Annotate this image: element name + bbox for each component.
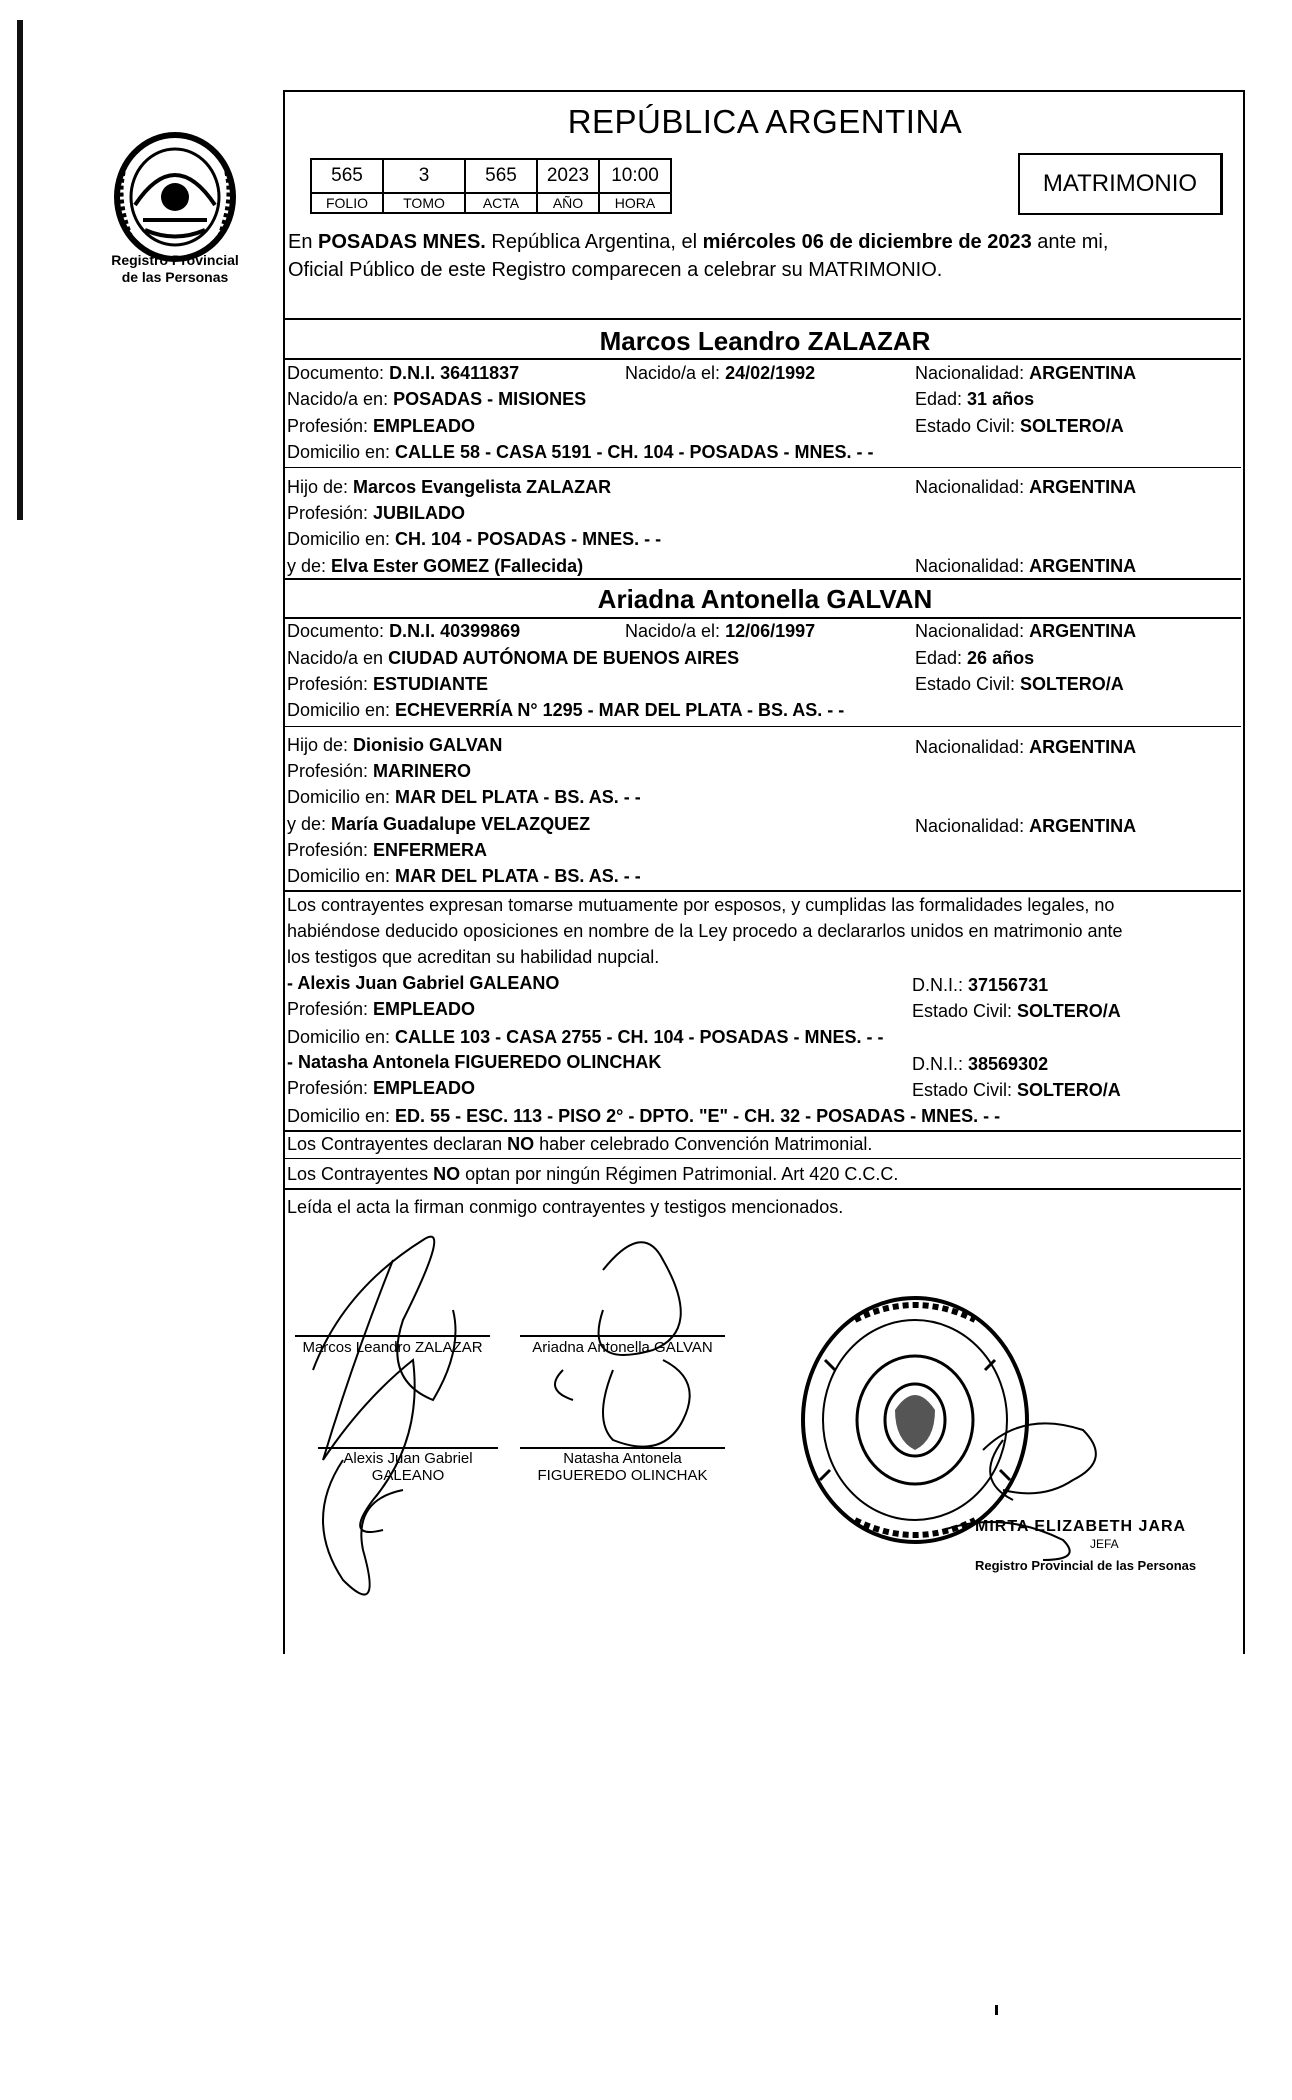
label: Nacido/a en xyxy=(287,648,389,668)
label: Profesión: xyxy=(287,999,374,1019)
label: Edad: xyxy=(915,389,968,409)
spouse2-father-nat-value: ARGENTINA xyxy=(1029,737,1137,757)
spouse1-age-value: 31 años xyxy=(967,389,1035,409)
spouse1-age xyxy=(915,389,1034,410)
tomo-value: 3 xyxy=(383,159,465,193)
official-name: MIRTA ELIZABETH JARA xyxy=(975,1518,1187,1535)
spouse2-mother-addr xyxy=(287,866,1237,887)
label: Nacionalidad: xyxy=(915,816,1030,836)
witness2-addr-value: ED. 55 - ESC. 113 - PISO 2° - DPTO. "E" - CH. 32 - POSADAS - MNES. - - xyxy=(395,1106,1001,1126)
label: D.N.I.: xyxy=(912,1054,969,1074)
document-title: REPÚBLICA ARGENTINA xyxy=(567,103,963,140)
note-text: Los Contrayentes declaran xyxy=(287,1134,508,1154)
spouse2-addr xyxy=(287,700,1237,721)
label: Domicilio en: xyxy=(287,1106,396,1126)
spouse2-age xyxy=(915,648,1034,669)
spouse2-born xyxy=(625,621,815,642)
convention-note xyxy=(287,1134,1237,1155)
divider xyxy=(283,467,1241,468)
label: Profesión: xyxy=(287,1078,374,1098)
spouse2-born-date: 12/06/1997 xyxy=(725,621,816,641)
spouse1-civil-value: SOLTERO/A xyxy=(1020,416,1124,436)
spouse2-birthplace xyxy=(287,648,1237,669)
witness1-addr xyxy=(287,1027,1237,1048)
registry-caption xyxy=(95,252,255,286)
reading-note: Leída el acta la firman conmigo contrayentes y testigos mencionados. xyxy=(287,1197,844,1217)
note-text: optan por ningún Régimen Patrimonial. Art 420 C.C.C. xyxy=(460,1164,899,1184)
divider xyxy=(283,617,1241,619)
spouse2-mother-name: María Guadalupe VELAZQUEZ xyxy=(331,814,591,834)
spouse1-born xyxy=(625,363,815,384)
spouse2-nat xyxy=(915,621,1136,642)
spouse2-name: Ariadna Antonella GALVAN xyxy=(597,584,933,614)
note-emphasis: NO xyxy=(433,1164,461,1184)
label: Estado Civil: xyxy=(912,1080,1018,1100)
spouse2-father-addr xyxy=(287,787,1237,808)
spouse1-civil xyxy=(915,416,1124,437)
label: Nacido/a el: xyxy=(625,363,726,383)
witness2-prof-value: EMPLEADO xyxy=(373,1078,476,1098)
witness1-dni xyxy=(912,975,1048,996)
witness2-dni-value: 38569302 xyxy=(968,1054,1049,1074)
label: Hijo de: xyxy=(287,477,354,497)
label: Estado Civil: xyxy=(912,1001,1018,1021)
spouse1-birthplace-value: POSADAS - MISIONES xyxy=(393,389,587,409)
divider xyxy=(283,578,1241,580)
label: Estado Civil: xyxy=(915,416,1021,436)
witness2-name xyxy=(287,1052,1237,1073)
label: Profesión: xyxy=(287,674,374,694)
label: Domicilio en: xyxy=(287,1027,396,1047)
spouse2-civil xyxy=(915,674,1124,695)
signature-name-spouse1: Marcos Leandro ZALAZAR xyxy=(302,1339,483,1356)
label: Domicilio en: xyxy=(287,700,396,720)
registry-caption-line2: de las Personas xyxy=(121,269,229,285)
spouse1-father-name: Marcos Evangelista ZALAZAR xyxy=(353,477,612,497)
spouse2-prof-value: ESTUDIANTE xyxy=(373,674,489,694)
label: y de: xyxy=(287,556,332,576)
hour-label: HORA xyxy=(599,193,671,213)
spouse1-father-nat xyxy=(915,477,1136,498)
intro-text: En xyxy=(288,231,319,253)
official-role: JEFA xyxy=(1090,1537,1119,1551)
witness2-civil-value: SOLTERO/A xyxy=(1017,1080,1121,1100)
year-value: 2023 xyxy=(537,159,599,193)
spouse2-mother-nat-value: ARGENTINA xyxy=(1029,816,1137,836)
scan-mark xyxy=(995,2005,998,2015)
year-label: AÑO xyxy=(537,193,599,213)
acta-value: 565 xyxy=(465,159,537,193)
spouse2-father-nat xyxy=(915,737,1136,758)
registry-table xyxy=(310,158,672,214)
witness1-addr-value: CALLE 103 - CASA 2755 - CH. 104 - POSADAS - MNES. - - xyxy=(395,1027,884,1047)
witness1-civil xyxy=(912,1001,1121,1022)
divider xyxy=(283,1158,1241,1159)
spouse2-age-value: 26 años xyxy=(967,648,1035,668)
declaration-line: habiéndose deducido oposiciones en nombre de la Ley procedo a declararlos unidos en matrimonio ante xyxy=(287,921,1123,941)
intro-place: POSADAS MNES. xyxy=(318,231,486,253)
note-text: Los Contrayentes xyxy=(287,1164,434,1184)
label: Nacionalidad: xyxy=(915,477,1030,497)
signature-scribbles xyxy=(283,1200,1243,1660)
divider xyxy=(283,1188,1241,1190)
witness2-civil xyxy=(912,1080,1121,1101)
label: Nacionalidad: xyxy=(915,737,1030,757)
spouse2-nat-value: ARGENTINA xyxy=(1029,621,1137,641)
folio-label: FOLIO xyxy=(311,193,383,213)
intro-paragraph xyxy=(288,228,1238,284)
spouse2-mother-prof-value: ENFERMERA xyxy=(373,840,488,860)
label: Documento: xyxy=(287,363,390,383)
official-seal-stamp xyxy=(795,1290,1035,1550)
divider xyxy=(283,318,1241,320)
spouse1-nat xyxy=(915,363,1136,384)
divider xyxy=(283,726,1241,727)
divider xyxy=(283,1130,1241,1132)
signature-name-spouse2: Ariadna Antonella GALVAN xyxy=(532,1339,713,1356)
label: Documento: xyxy=(287,621,390,641)
hour-value: 10:00 xyxy=(599,159,671,193)
witness1-civil-value: SOLTERO/A xyxy=(1017,1001,1121,1021)
declaration-line: Los contrayentes expresan tomarse mutuamente por esposos, y cumplidas las formalidades legales, no xyxy=(287,895,1115,915)
divider xyxy=(283,358,1241,360)
label: Profesión: xyxy=(287,840,374,860)
label: Profesión: xyxy=(287,503,374,523)
signature-line xyxy=(295,1335,490,1337)
sig-line2: GALEANO xyxy=(371,1467,445,1484)
spouse2-father-addr-value: MAR DEL PLATA - BS. AS. - - xyxy=(395,787,641,807)
spouse1-prof-value: EMPLEADO xyxy=(373,416,476,436)
spouse2-mother-addr-value: MAR DEL PLATA - BS. AS. - - xyxy=(395,866,641,886)
spouse1-mother-nat-value: ARGENTINA xyxy=(1029,556,1137,576)
intro-date: miércoles 06 de diciembre de 2023 xyxy=(702,231,1032,253)
spouse2-civil-value: SOLTERO/A xyxy=(1020,674,1124,694)
note-emphasis: NO xyxy=(507,1134,535,1154)
witness1-dni-value: 37156731 xyxy=(968,975,1049,995)
spouse1-father-prof-value: JUBILADO xyxy=(373,503,466,523)
spouse1-addr-value: CALLE 58 - CASA 5191 - CH. 104 - POSADAS - MNES. - - xyxy=(395,442,874,462)
spouse2-father-name: Dionisio GALVAN xyxy=(353,735,503,755)
spouse2-mother-nat xyxy=(915,816,1136,837)
acta-label: ACTA xyxy=(465,193,537,213)
witness2-dni xyxy=(912,1054,1048,1075)
label: Domicilio en: xyxy=(287,529,396,549)
intro-text: ante mi, xyxy=(1031,231,1109,253)
label: y de: xyxy=(287,814,332,834)
label: Estado Civil: xyxy=(915,674,1021,694)
label: Domicilio en: xyxy=(287,866,396,886)
spouse1-born-date: 24/02/1992 xyxy=(725,363,816,383)
spouse1-name: Marcos Leandro ZALAZAR xyxy=(599,326,931,356)
spouse1-mother-name: Elva Ester GOMEZ (Fallecida) xyxy=(331,556,584,576)
witness1-prof-value: EMPLEADO xyxy=(373,999,476,1019)
label: Nacionalidad: xyxy=(915,556,1030,576)
spouse1-mother-nat xyxy=(915,556,1136,577)
regime-note xyxy=(287,1164,1237,1185)
declaration-line: los testigos que acreditan su habilidad nupcial. xyxy=(287,947,660,967)
spouse1-father-prof xyxy=(287,503,1237,524)
intro-text: República Argentina, el xyxy=(485,231,703,253)
spouse1-doc: D.N.I. 36411837 xyxy=(389,363,520,383)
witness2-addr xyxy=(287,1106,1237,1127)
label: Domicilio en: xyxy=(287,442,396,462)
folio-value: 565 xyxy=(311,159,383,193)
declaration-paragraph xyxy=(287,892,1237,970)
spouse1-addr xyxy=(287,442,1237,463)
note-text: haber celebrado Convención Matrimonial. xyxy=(534,1134,873,1154)
scan-edge-line xyxy=(17,20,23,520)
label: Nacionalidad: xyxy=(915,363,1030,383)
spouse2-doc: D.N.I. 40399869 xyxy=(389,621,521,641)
label: Nacido/a en: xyxy=(287,389,394,409)
witness1-name-value: - Alexis Juan Gabriel GALEANO xyxy=(287,973,560,993)
label: D.N.I.: xyxy=(912,975,969,995)
signature-line xyxy=(520,1447,725,1449)
witness2-name-value: - Natasha Antonela FIGUEREDO OLINCHAK xyxy=(287,1052,662,1072)
witness1-name xyxy=(287,973,1237,994)
signature-line xyxy=(318,1447,498,1449)
tomo-label: TOMO xyxy=(383,193,465,213)
sig-line1: Natasha Antonela xyxy=(563,1450,682,1467)
spouse2-addr-value: ECHEVERRÍA N° 1295 - MAR DEL PLATA - BS. AS. - - xyxy=(395,700,845,720)
spouse1-father-nat-value: ARGENTINA xyxy=(1029,477,1137,497)
label: Nacionalidad: xyxy=(915,621,1030,641)
registry-caption-line1: Registro Provincial xyxy=(111,252,239,268)
label: Profesión: xyxy=(287,761,374,781)
label: Domicilio en: xyxy=(287,787,396,807)
sig-line1: Alexis Juan Gabriel xyxy=(343,1450,473,1467)
spouse1-nat-value: ARGENTINA xyxy=(1029,363,1137,383)
sig-line2: FIGUEREDO OLINCHAK xyxy=(537,1467,708,1484)
spouse1-father-addr-value: CH. 104 - POSADAS - MNES. - - xyxy=(395,529,662,549)
spouse1-father-addr xyxy=(287,529,1237,550)
spouse2-father-prof-value: MARINERO xyxy=(373,761,472,781)
spouse1-birthplace xyxy=(287,389,1237,410)
act-type-box: MATRIMONIO xyxy=(1018,153,1223,215)
label: Nacido/a el: xyxy=(625,621,726,641)
signature-name-witness1 xyxy=(318,1450,498,1484)
label: Edad: xyxy=(915,648,968,668)
intro-line2: Oficial Público de este Registro comparecen a celebrar su MATRIMONIO. xyxy=(288,259,943,281)
label: Profesión: xyxy=(287,416,374,436)
spouse2-mother-prof xyxy=(287,840,1237,861)
official-office: Registro Provincial de las Personas xyxy=(975,1558,1197,1573)
signature-line xyxy=(520,1335,725,1337)
signature-name-witness2 xyxy=(520,1450,725,1484)
label: Hijo de: xyxy=(287,735,354,755)
spouse2-father-prof xyxy=(287,761,1237,782)
spouse2-birthplace-value: CIUDAD AUTÓNOMA DE BUENOS AIRES xyxy=(388,648,740,668)
